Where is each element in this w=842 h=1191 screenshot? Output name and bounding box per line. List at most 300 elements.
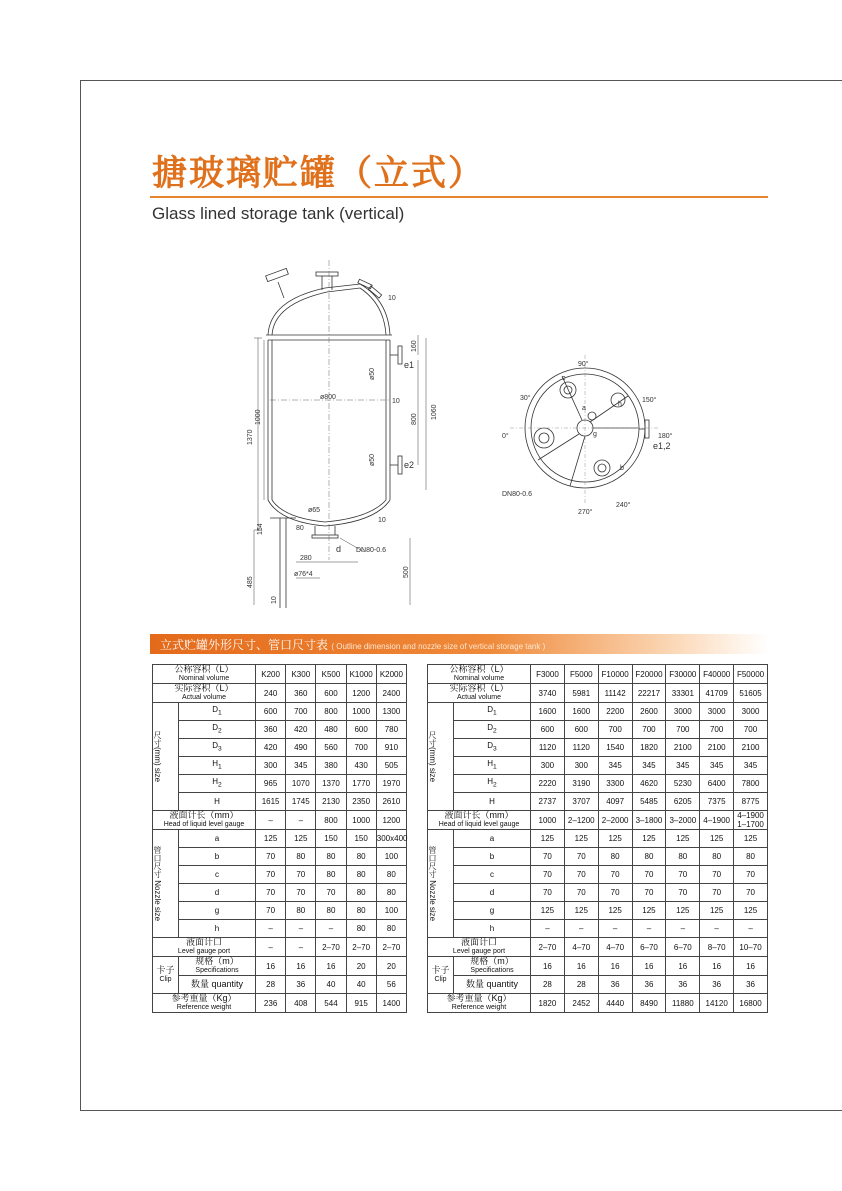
header-cell: F10000: [598, 665, 632, 684]
dim-phi800: ø800: [320, 394, 336, 401]
value-cell: –: [564, 920, 598, 938]
clip-spec-row: [153, 957, 407, 976]
page-title: 搪玻璃贮罐（立式）: [152, 154, 486, 194]
value-cell: 10–70: [734, 938, 768, 957]
value-cell: 1370: [316, 775, 346, 793]
value-cell: 1770: [346, 775, 376, 793]
qty-cn: 数量: [190, 979, 212, 989]
label-e12: e1,2: [653, 441, 671, 451]
header-cell: K1000: [346, 665, 376, 684]
value-cell: 125: [666, 830, 700, 848]
value-cell: 125: [531, 902, 565, 920]
value-cell: 300: [256, 757, 286, 775]
dim-phi65: ø65: [308, 507, 321, 514]
clip-en: Clip: [159, 976, 172, 983]
size-label: $D_2$: [179, 721, 256, 739]
value-cell: 2200: [598, 703, 632, 721]
value-cell: 1000: [346, 703, 376, 721]
value-cell: 70: [666, 866, 700, 884]
value-cell: 345: [598, 757, 632, 775]
value-cell: 80: [316, 902, 346, 920]
value-cell: 125: [286, 830, 316, 848]
angle-180: 180°: [658, 433, 673, 440]
value-cell: 2452: [564, 994, 598, 1013]
value-cell: 36: [700, 976, 734, 994]
value-cell: 345: [666, 757, 700, 775]
size-sub: 3: [493, 745, 497, 753]
value-cell: 80: [316, 848, 346, 866]
value-cell: 965: [256, 775, 286, 793]
qty-label: [179, 976, 256, 994]
nozzle-label: g: [454, 902, 531, 920]
value-cell: 1745: [286, 793, 316, 811]
label-cn: 液面计口: [461, 937, 498, 947]
table-banner: [150, 634, 768, 654]
value-cell: 70: [666, 884, 700, 902]
value-cell: 1600: [564, 703, 598, 721]
label-cn: 液面计长（mm）: [169, 810, 239, 820]
value-cell: 100: [376, 902, 406, 920]
row-label: [428, 811, 531, 830]
value-cell: 600: [346, 721, 376, 739]
clip-en: Clip: [434, 976, 447, 983]
value-cell: 4440: [598, 994, 632, 1013]
nozzle-row: [153, 830, 407, 848]
value-cell: 360: [286, 684, 316, 703]
value-cell: 70: [531, 884, 565, 902]
size-row: [428, 775, 768, 793]
dim-1370: 1370: [247, 429, 254, 445]
dim-154: 154: [257, 523, 264, 535]
nozzle-label: b: [454, 848, 531, 866]
value-cell: 80: [316, 866, 346, 884]
value-cell: 80: [346, 902, 376, 920]
label-c: c: [562, 375, 566, 382]
label-cn: 实际容积（L）: [449, 683, 509, 693]
clip-spec-row: [428, 957, 768, 976]
value-cell: 345: [734, 757, 768, 775]
label-d: d: [336, 544, 342, 554]
value-cell: 125: [700, 830, 734, 848]
value-cell: 600: [564, 721, 598, 739]
value-cell: 125: [531, 830, 565, 848]
value-cell: 300x400: [376, 830, 406, 848]
value-cell: 1120: [531, 739, 565, 757]
size-label: $D_1$: [454, 703, 531, 721]
value-cell: 41709: [700, 684, 734, 703]
value-cell: 70: [531, 848, 565, 866]
header-cell: K500: [316, 665, 346, 684]
banner-subtitle: ( Outline dimension and nozzle size of vertical storage tank ): [331, 642, 546, 651]
value-cell: 80: [376, 920, 406, 938]
clip-qty-row: [153, 976, 407, 994]
size-group-text: 尺寸(mm) size: [153, 730, 162, 783]
value-cell: 2130: [316, 793, 346, 811]
value-cell: 16: [256, 957, 286, 976]
value-cell: 1120: [564, 739, 598, 757]
size-label: $H_2$: [179, 775, 256, 793]
value-cell: 2600: [632, 703, 666, 721]
row-label: [153, 811, 256, 830]
size-label: $H_1$: [179, 757, 256, 775]
value-cell: 505: [376, 757, 406, 775]
value-cell: 36: [286, 976, 316, 994]
dim-1000: 1000: [255, 409, 262, 425]
value-cell: 125: [564, 902, 598, 920]
row-label: [428, 994, 531, 1013]
value-cell: 3000: [666, 703, 700, 721]
value-cell: 300: [531, 757, 565, 775]
dim-280: 280: [300, 555, 312, 562]
value-cell: 80: [598, 848, 632, 866]
value-cell: 80: [346, 866, 376, 884]
actual-volume-row: [153, 684, 407, 703]
value-cell: 70: [734, 866, 768, 884]
clip-qty-row: [428, 976, 768, 994]
value-cell: –: [632, 920, 666, 938]
value-cell: 240: [256, 684, 286, 703]
nozzle-row: [428, 830, 768, 848]
value-cell: 125: [632, 830, 666, 848]
angle-150: 150°: [642, 397, 657, 404]
header-cell: K2000: [376, 665, 406, 684]
label-cn: 实际容积（L）: [174, 683, 234, 693]
title-rule: [150, 196, 768, 198]
size-row: [428, 703, 768, 721]
value-cell: 5230: [666, 775, 700, 793]
dim-10-bottom: 10: [378, 517, 386, 524]
dim-10-mid: 10: [392, 398, 400, 405]
value-cell: 70: [256, 902, 286, 920]
value-cell: 2220: [531, 775, 565, 793]
value-cell: 3000: [734, 703, 768, 721]
value-cell: 600: [256, 703, 286, 721]
value-cell: 70: [632, 866, 666, 884]
value-cell: 1300: [376, 703, 406, 721]
value-cell: 1000: [346, 811, 376, 830]
value-cell: 70: [564, 866, 598, 884]
value-cell: 1200: [376, 811, 406, 830]
label-en: Nominal volume: [453, 675, 505, 682]
label-en: Level gauge port: [452, 948, 506, 955]
value-cell: 700: [632, 721, 666, 739]
label-cn: 液面计口: [186, 937, 223, 947]
row-label: [428, 684, 531, 703]
angle-270: 270°: [578, 509, 593, 516]
value-cell: 700: [286, 703, 316, 721]
value-cell: 2–2000: [598, 811, 632, 830]
nozzle-label: d: [179, 884, 256, 902]
value-cell: 14120: [700, 994, 734, 1013]
left-spec-table: [152, 664, 407, 1013]
value-cell: 11142: [598, 684, 632, 703]
size-sub: 2: [218, 727, 222, 735]
size-label: $D_3$: [454, 739, 531, 757]
value-cell: 1400: [376, 994, 406, 1013]
label-h: h: [618, 401, 622, 408]
value-cell: 70: [256, 848, 286, 866]
value-cell: 70: [286, 866, 316, 884]
nozzle-group-label: [428, 830, 454, 938]
row-label: [153, 994, 256, 1013]
value-cell: 16800: [734, 994, 768, 1013]
nozzle-row: [153, 848, 407, 866]
dim-10-top: 10: [388, 295, 396, 302]
value-cell: 2737: [531, 793, 565, 811]
value-cell: 2400: [376, 684, 406, 703]
label-a: a: [582, 405, 586, 412]
value-cell: 125: [700, 902, 734, 920]
banner-title: 立式贮罐外形尺寸、管口尺寸表: [160, 638, 329, 652]
angle-90: 90°: [578, 361, 589, 368]
value-cell: 3190: [564, 775, 598, 793]
value-cell: 4–70: [564, 938, 598, 957]
value-cell: –: [286, 920, 316, 938]
value-cell: 70: [734, 884, 768, 902]
value-cell: 70: [632, 884, 666, 902]
value-cell: 2–70: [316, 938, 346, 957]
dim-phi50-bottom: ø50: [369, 453, 376, 466]
value-cell: 70: [564, 884, 598, 902]
value-cell: 8–70: [700, 938, 734, 957]
label-cn: 参考重量（Kg）: [446, 993, 512, 1003]
value-cell: 6400: [700, 775, 734, 793]
value-cell: 16: [316, 957, 346, 976]
value-cell: 70: [598, 866, 632, 884]
nozzle-label: d: [454, 884, 531, 902]
size-row: [428, 721, 768, 739]
value-cell: 125: [598, 830, 632, 848]
angle-30: 30°: [520, 395, 531, 402]
value-cell: 2350: [346, 793, 376, 811]
nozzle-label: c: [454, 866, 531, 884]
clip-cn: 卡子: [431, 965, 450, 975]
value-cell: 20: [346, 957, 376, 976]
label-en: Reference weight: [176, 1004, 232, 1011]
label-dn: DN80-0.6: [356, 547, 386, 554]
value-cell: –: [734, 920, 768, 938]
gauge-row: [428, 811, 768, 830]
value-cell: 1820: [632, 739, 666, 757]
value-cell: –: [531, 920, 565, 938]
value-cell: 3–1800: [632, 811, 666, 830]
value-cell: 125: [734, 830, 768, 848]
header-cell: F40000: [700, 665, 734, 684]
value-cell: 16: [666, 957, 700, 976]
header-row: [153, 665, 407, 684]
label-e1: e1: [404, 360, 415, 370]
size-row: [153, 739, 407, 757]
value-cell: 480: [316, 721, 346, 739]
value-cell: 2610: [376, 793, 406, 811]
value-cell: 125: [598, 902, 632, 920]
value-cell: 345: [700, 757, 734, 775]
value-cell: 22217: [632, 684, 666, 703]
elevation-dimensions: [247, 295, 438, 604]
size-group-label: [428, 703, 454, 811]
value-cell: 360: [256, 721, 286, 739]
value-cell: 80: [376, 884, 406, 902]
size-sub: 2: [493, 727, 497, 735]
size-label: H: [179, 793, 256, 811]
label-cn: 液面计长（mm）: [444, 810, 514, 820]
value-cell: 16: [632, 957, 666, 976]
row-label: [179, 957, 256, 976]
tank-drawing: [240, 260, 673, 620]
size-row: [428, 739, 768, 757]
header-cell: F50000: [734, 665, 768, 684]
value-cell: 33301: [666, 684, 700, 703]
row-label: [454, 957, 531, 976]
actual-volume-row: [428, 684, 768, 703]
label-en: Reference weight: [451, 1004, 507, 1011]
value-cell: –: [256, 938, 286, 957]
value-cell: 780: [376, 721, 406, 739]
gauge-row: [153, 811, 407, 830]
size-row: [153, 703, 407, 721]
value-cell: 4620: [632, 775, 666, 793]
value-cell: 70: [700, 866, 734, 884]
label-en: Head of liquid level gauge: [438, 821, 520, 828]
value-cell: 11880: [666, 994, 700, 1013]
nozzle-row: [153, 866, 407, 884]
size-row: [153, 775, 407, 793]
header-cell: F5000: [564, 665, 598, 684]
value-cell: 1200: [346, 684, 376, 703]
dim-10-leg: 10: [271, 596, 278, 604]
size-label: $D_2$: [454, 721, 531, 739]
value-cell: –: [286, 811, 316, 830]
nozzle-label: h: [179, 920, 256, 938]
value-cell: 910: [376, 739, 406, 757]
label-en: Nominal volume: [178, 675, 230, 682]
value-cell: 345: [286, 757, 316, 775]
value-cell: –: [598, 920, 632, 938]
value-cell: 2100: [700, 739, 734, 757]
size-sub: 3: [218, 745, 222, 753]
value-cell: 7375: [700, 793, 734, 811]
header-cell: K300: [286, 665, 316, 684]
value-cell: 420: [286, 721, 316, 739]
value-cell: 2–70: [531, 938, 565, 957]
nozzle-label: a: [179, 830, 256, 848]
value-cell: 150: [346, 830, 376, 848]
value-cell: 56: [376, 976, 406, 994]
elevation-view: [266, 268, 402, 608]
label-cn: 公称容积（L）: [449, 664, 509, 674]
label-plan-dn: DN80-0.6: [502, 491, 532, 498]
value-cell: 125: [256, 830, 286, 848]
value-cell: 1540: [598, 739, 632, 757]
weight-row: [153, 994, 407, 1013]
value-cell: 70: [598, 884, 632, 902]
value-cell: 80: [346, 848, 376, 866]
label-e2: e2: [404, 460, 415, 470]
value-cell: 1600: [531, 703, 565, 721]
nozzle-row: [428, 902, 768, 920]
value-cell: 800: [316, 703, 346, 721]
nozzle-row: [428, 884, 768, 902]
size-row: [428, 757, 768, 775]
value-cell: 490: [286, 739, 316, 757]
value-cell: 2100: [734, 739, 768, 757]
label-en: Specifications: [470, 967, 514, 974]
label-cn: 参考重量（Kg）: [171, 993, 237, 1003]
size-label: $H_2$: [454, 775, 531, 793]
value-cell: 6–70: [666, 938, 700, 957]
value-cell: 2100: [666, 739, 700, 757]
size-row: [153, 757, 407, 775]
value-cell: 16: [286, 957, 316, 976]
value-cell: 28: [531, 976, 565, 994]
nozzle-group-text: 管口尺寸 Nozzle size: [428, 845, 437, 922]
nozzle-row: [428, 848, 768, 866]
header-cell: F20000: [632, 665, 666, 684]
nozzle-label: g: [179, 902, 256, 920]
nozzle-group-label: [153, 830, 179, 938]
value-cell: 2–1200: [564, 811, 598, 830]
size-sub: 1: [493, 709, 497, 717]
value-cell: 70: [256, 866, 286, 884]
value-cell: 51605: [734, 684, 768, 703]
value-cell: 16: [598, 957, 632, 976]
label-en: Specifications: [195, 967, 239, 974]
clip-label: [428, 957, 454, 994]
value-cell: 80: [632, 848, 666, 866]
value-cell: –: [700, 920, 734, 938]
header-cell: K200: [256, 665, 286, 684]
value-cell: 20: [376, 957, 406, 976]
qty-label: [454, 976, 531, 994]
value-cell: 3300: [598, 775, 632, 793]
value-cell: 40: [346, 976, 376, 994]
size-label: $D_1$: [179, 703, 256, 721]
value-cell: 6205: [666, 793, 700, 811]
value-cell: –: [286, 938, 316, 957]
value-cell: 2–70: [376, 938, 406, 957]
value-cell: 80: [666, 848, 700, 866]
port-row: [428, 938, 768, 957]
value-cell: 150: [316, 830, 346, 848]
value-cell: 40: [316, 976, 346, 994]
value-cell: 380: [316, 757, 346, 775]
value-cell: 36: [734, 976, 768, 994]
value-cell: 8775: [734, 793, 768, 811]
value-cell: 1000: [531, 811, 565, 830]
value-cell: 70: [286, 884, 316, 902]
value-cell: 3000: [700, 703, 734, 721]
value-cell: 915: [346, 994, 376, 1013]
value-cell: 36: [598, 976, 632, 994]
value-cell: 16: [564, 957, 598, 976]
value-cell: 345: [632, 757, 666, 775]
value-cell: 300: [564, 757, 598, 775]
value-cell: 1070: [286, 775, 316, 793]
value-cell: 4–1900 1–1700: [734, 811, 768, 830]
dim-1060: 1060: [431, 404, 438, 420]
label-en: Level gauge port: [177, 948, 231, 955]
size-group-text: 尺寸(mm) size: [428, 730, 437, 783]
value-cell: 100: [376, 848, 406, 866]
clip-label: [153, 957, 179, 994]
value-cell: 420: [256, 739, 286, 757]
weight-row: [428, 994, 768, 1013]
size-row: [428, 793, 768, 811]
label-en: Actual volume: [457, 694, 501, 701]
value-cell: 700: [734, 721, 768, 739]
value-cell: –: [256, 811, 286, 830]
value-cell: 5485: [632, 793, 666, 811]
